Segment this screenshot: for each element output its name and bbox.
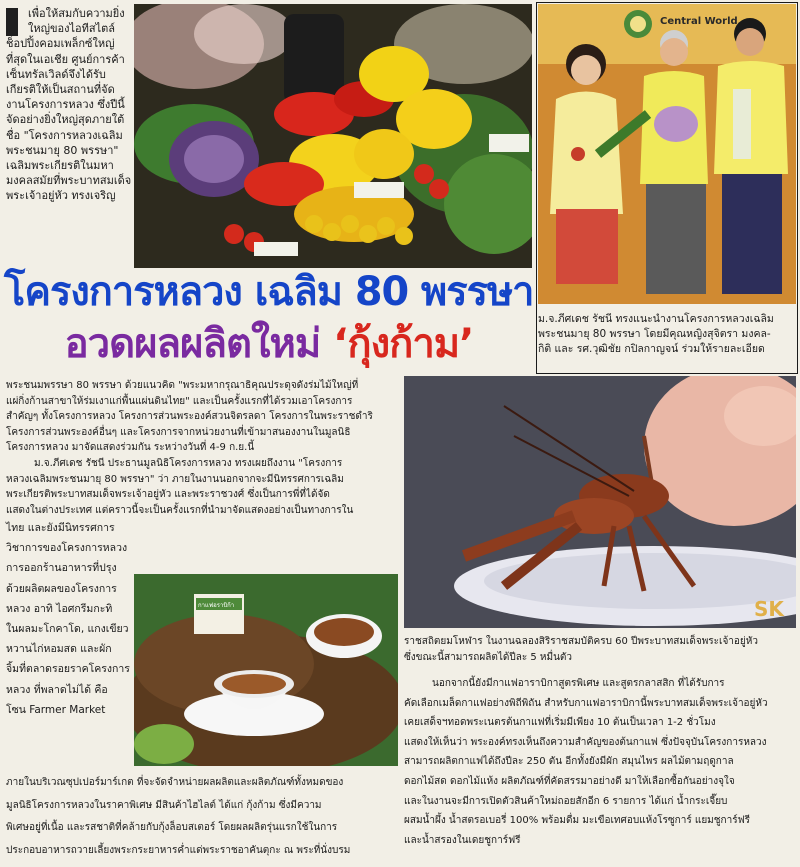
caption-line: กิติ และ รศ.วุฒิชัย กปิลกาญจน์ ร่วมให้รายละเอียด [538, 343, 765, 355]
text-line: นอกจากนี้ยังมีกาแฟอาราบิกาสูตรพิเศษ และสูตรกลาสสิก ที่ได้รับการ [432, 678, 725, 689]
vegetable-photo [134, 4, 532, 268]
text-line: โครงการหลวง มาจัดแสดงร่วมกัน ระหว่างวันที่ 4-9 ก.ย.นี้ [6, 442, 255, 454]
text-line: โซน Farmer Market [6, 703, 106, 716]
text-line: พระชนมายุ 80 พรรษา" [6, 143, 119, 157]
text-line: หวานไก่หอมสด และผัก [6, 643, 112, 656]
text-line: เพื่อให้สมกับความยิ่ง [28, 7, 125, 20]
crayfish-photo [404, 376, 796, 628]
headline-prefix: อวดผลผลิตใหม่ [64, 321, 334, 367]
text-line: วิชาการของโครงการหลวง [6, 542, 128, 555]
headline-accent: ‘กุ้งก้าม’ [333, 321, 474, 367]
body-bottom [6, 772, 404, 862]
text-line: จัดอย่างยิ่งใหญ่สุดภายใต้ [6, 113, 125, 127]
text-line: ดอกไม้สด ดอกไม้แห้ง ผลิตภัณฑ์ที่คัดสรรมาอย่างดี มาให้เลือกซื้อกันอย่างจุใจ [404, 775, 735, 787]
caption-frame [536, 2, 798, 374]
text-line: ที่สุดในเอเชีย ศูนย์การค้า [6, 52, 125, 66]
caption-line: พระชนมายุ 80 พรรษา โดยมีคุณหญิงสุจิตรา มงคล- [538, 328, 771, 340]
coffee-illustration [134, 574, 398, 766]
vegetable-illustration [134, 4, 532, 268]
text-line: ใหญ่ของไอทีสไตล์ [28, 22, 116, 36]
central-world-logo: Central World [660, 16, 738, 27]
text-line: โครงการส่วนพระองค์อื่นๆ และโครงการจากหน่วยงานที่เข้ามาสนองงานในมูลนิธิ [6, 426, 351, 438]
headline-line1: โครงการหลวง เฉลิม 80 พรรษา [4, 269, 534, 315]
text-line: ด้วยผลิตผลของโครงการ [6, 582, 117, 595]
headline-line2 [4, 318, 534, 370]
text-line: งานโครงการหลวง ซึ่งปีนี้ [6, 98, 125, 112]
text-line: แสดงให้เห็นว่า พระองค์ทรงเห็นถึงความสำคัญของต้นกาแฟ ซึ่งปัจจุบันโครงการหลวง [404, 736, 767, 748]
text-line: มงคลสมัยที่พระบาทสมเด็จ [6, 174, 132, 188]
text-line: พิเศษอยู่ที่เนื้อ และรสชาติที่คล้ายกับกุ้งล็อบสเตอร์ โดยผลผลิตรุ่นแรกใช้ในการ [6, 822, 338, 833]
text-line: สามารถผลิตกาแฟได้ถึงปีละ 250 ตัน อีกทั้งยังมีผัก สมุนไพร ผลไม้ตามฤดูกาล [404, 756, 734, 768]
text-line: พระเจ้าอยู่หัว ทรงเจริญ [6, 189, 116, 203]
text-line: ม.จ.ภีศเดช รัชนี ประธานมูลนิธิโครงการหลวง ทรงเผยถึงงาน "โครงการ [34, 457, 343, 469]
text-line: พระเกียรติพระบาทสมเด็จพระเจ้าอยู่หัว และพระราชวงศ์ ซึ่งเป็นการพี่ที่ได้จัด [6, 489, 330, 501]
text-line: และน้ำสรองในเดยชูการ์ฟรี [404, 834, 521, 846]
text-line: ราชสถิตยมโหฬาร ในงานฉลองสิริราชสมบัติครบ 60 ปีพระบาทสมเด็จพระเจ้าอยู่หัว [404, 636, 758, 647]
text-line: หลวงเฉลิมพระชนมายุ 80 พรรษา" ว่า ภายในงานนอกจากจะมีนิทรรศการเฉลิม [6, 473, 344, 485]
crayfish-caption [404, 634, 796, 665]
text-line: ผสมน้ำผึ้ง น้ำสตรอเบอรี่ 100% พร้อมดื่ม มะเขือเทศอบแห้งโรซูการ์ แยมชูการ์ฟรี [404, 815, 751, 827]
crayfish-illustration [404, 376, 796, 628]
text-line: การออกร้านอาหารที่ปรุง [6, 562, 117, 575]
body-right [404, 674, 796, 850]
text-line: และในงานจะมีการเปิดตัวสินค้าใหม่ถอยสักอีก 6 รายการ ได้แก่ น้ำกระเจี๊ยบ [404, 795, 728, 807]
text-line: ชื่อ "โครงการหลวงเฉลิม [6, 128, 123, 142]
photo-tag: SK [754, 597, 784, 621]
text-line: เคยเสด็จฯทอดพระเนตรต้นกาแฟที่เริ่มมีเพียง 10 ต้นเป็นเวลา 1-2 ชั่วโมง [404, 717, 716, 729]
intro-column [6, 6, 132, 204]
text-line: แผ่กิ่งก้านสาขาให้ร่มเงาแก่พื้นแผ่นดินไทย" และเป็นครั้งแรกที่ได้รวมเอาโครงการ [6, 395, 353, 407]
text-line: เซ็นทรัลเวิลด์จึงได้รับ [6, 67, 106, 81]
text-line: พระชนมพรรษา 80 พรรษา ด้วยแนวคิด "พระมหากรุณาธิคุณประดุจดังร่มไม้ใหญ่ที่ [6, 380, 359, 391]
text-line: เกียรติให้เป็นสถานที่จัด [6, 83, 115, 97]
text-line: ในผลมะโกคาโด, แกงเขียว [6, 623, 129, 636]
text-line: หลวง อาทิ ไอศกรีมกะทิ [6, 602, 113, 615]
text-line: หลวง ที่พลาดไม่ได้ คือ [6, 683, 108, 696]
text-line: ไทย และยังมีนิทรรศการ [6, 522, 115, 534]
text-line: มูลนิธิโครงการหลวงในราคาพิเศษ มีสินค้าไฮไลต์ ได้แก่ กุ้งก้าม ซึ่งมีความ [6, 799, 322, 811]
text-line: สำคัญๆ ทั้งโครงการหลวง โครงการส่วนพระองค์สวนจิตรลดา โครงการในพระราชดำริ [6, 411, 373, 423]
caption-line: ม.จ.ภีศเดช รัชนี ทรงแนะนำงานโครงการหลวงเฉลิม [538, 313, 774, 325]
body-wide [6, 378, 404, 518]
text-line: แสดงในต่างประเทศ แต่คราวนี้จะเป็นครั้งแรกที่นำมาจัดแสดงอย่างเป็นทางการใน [6, 504, 354, 516]
text-line: ช็อปปิ้งคอมเพล็กซ์ใหญ่ [6, 37, 115, 51]
dropcap-bar [6, 8, 18, 36]
text-line: เฉลิมพระเกียรติในมหา [6, 159, 114, 173]
body-left-narrow [6, 518, 132, 720]
text-line: คัดเลือกเมล็ดกาแฟอย่างพิถีพิถัน สำหรับกาแฟอาราบิกานี้พระบาทสมเด็จพระเจ้าอยู่หัว [404, 697, 768, 709]
coffee-tag: กาแฟอราบิก้า [198, 602, 235, 609]
text-line: จิ้มที่ตลาดรอยราคโครงการ [6, 663, 130, 676]
text-line: ภายในบริเวณซุปเปอร์มาร์เกต ที่จะจัดจำหน่ายผลผลิตและผลิตภัณฑ์ทั้งหมดของ [6, 777, 344, 788]
text-line: ซึ่งขณะนี้สามารถผลิตได้ปีละ 5 หมื่นตัว [404, 651, 573, 663]
coffee-photo [134, 574, 398, 766]
text-line: ประกอบอาหารถวายเลี้ยงพระกระยาหารค่ำแด่พระราชอาคันตุกะ ณ พระที่นั่งบรม [6, 844, 351, 856]
